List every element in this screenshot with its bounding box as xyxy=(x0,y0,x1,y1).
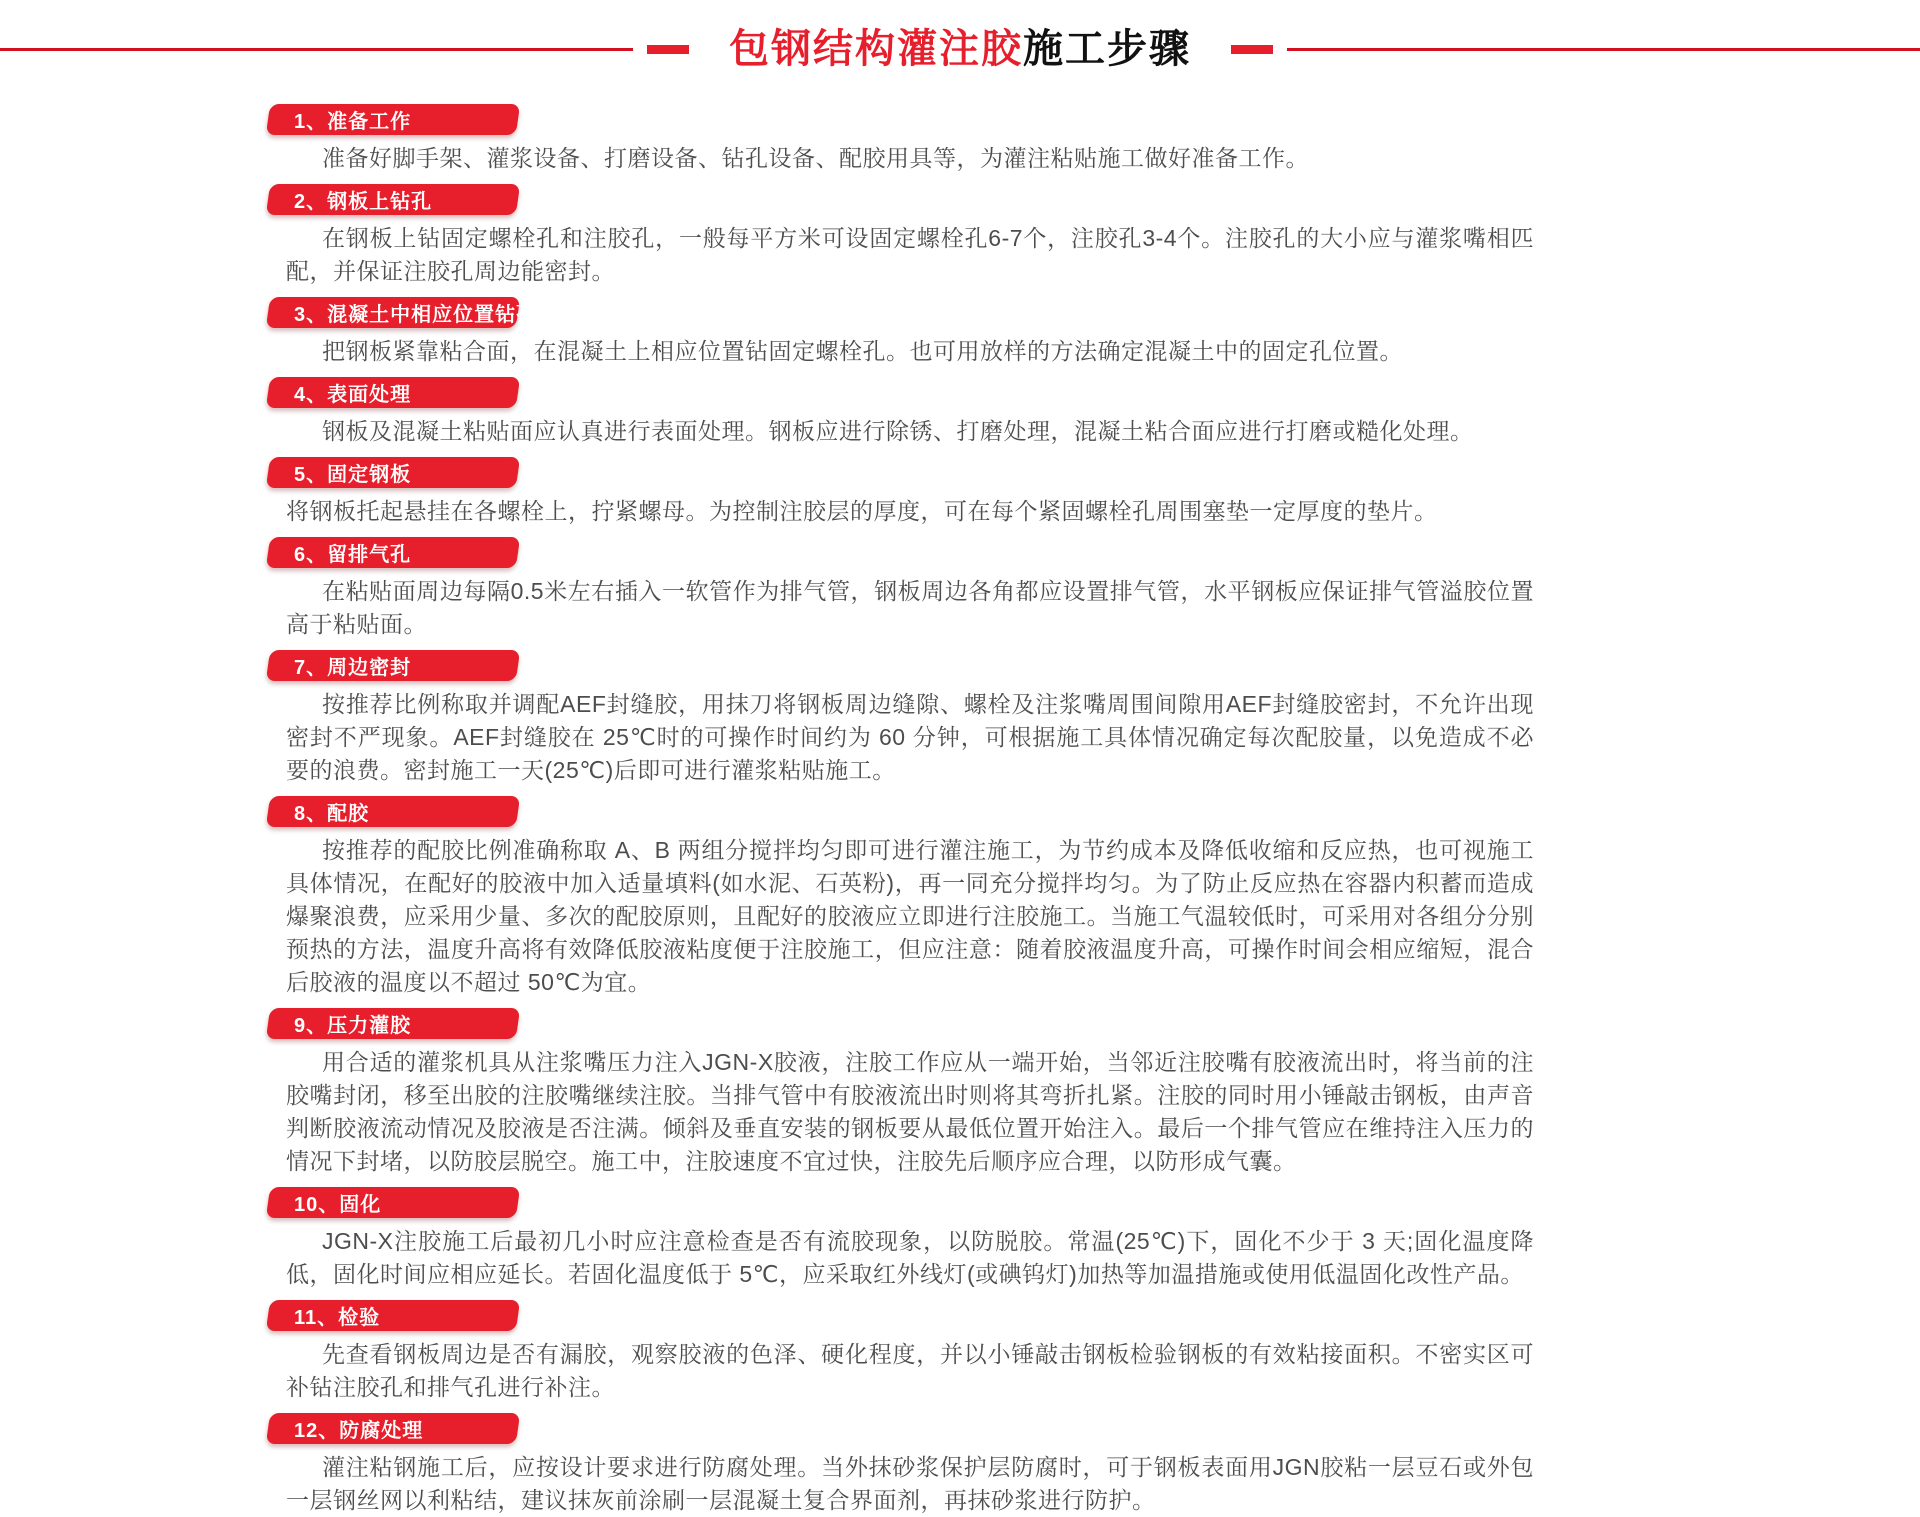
step-label: 11、检验 xyxy=(294,1307,381,1329)
step-section xyxy=(268,650,1536,787)
step-text: 先查看钢板周边是否有漏胶，观察胶液的色泽、硬化程度，并以小锤敲击钢板检验钢板的有效粘接面积。不密实区可补钻注胶孔和排气孔进行补注。 xyxy=(286,1341,1534,1400)
step-ribbon xyxy=(266,1008,520,1039)
steps-list xyxy=(268,104,1536,1517)
step-section xyxy=(268,796,1536,999)
step-ribbon xyxy=(266,184,520,215)
step-text: 将钢板托起悬挂在各螺栓上，拧紧螺母。为控制注胶层的厚度，可在每个紧固螺栓孔周围塞垫一定厚度的垫片。 xyxy=(286,498,1438,524)
step-section xyxy=(268,1300,1536,1404)
step-ribbon xyxy=(266,377,520,408)
step-label: 6、留排气孔 xyxy=(294,544,412,566)
page-title xyxy=(703,26,1217,72)
step-section xyxy=(268,457,1536,528)
header-dash-left-icon xyxy=(647,45,689,54)
step-ribbon xyxy=(266,457,520,488)
step-section xyxy=(268,537,1536,641)
header-dash-right-icon xyxy=(1231,45,1273,54)
header-line-left xyxy=(0,48,633,51)
step-label: 10、固化 xyxy=(294,1194,382,1216)
page-title-black: 施工步骤 xyxy=(1023,27,1191,71)
step-ribbon xyxy=(266,537,520,568)
step-text: 用合适的灌浆机具从注浆嘴压力注入JGN-X胶液，注胶工作应从一端开始，当邻近注胶嘴有胶液流出时，将当前的注胶嘴封闭，移至出胶的注胶嘴继续注胶。当排气管中有胶液流出时则将其弯折扎紧。注胶的同时用小锤敲击钢板，由声音判断胶液流动情况及胶液是否注满。倾斜及垂直安装的钢板要从最低位置开始注入。最后一个排气管应在维持注入压力的情况下封堵，以防胶层脱空。施工中，注胶速度不宜过快，注胶先后顺序应合理，以防形成气囊。 xyxy=(286,1049,1534,1174)
step-label: 5、固定钢板 xyxy=(294,464,412,486)
page-title-red: 包钢结构灌注胶 xyxy=(729,27,1023,71)
step-section xyxy=(268,104,1536,175)
step-text: 按推荐的配胶比例准确称取 A、B 两组分搅拌均匀即可进行灌注施工，为节约成本及降低收缩和反应热，也可视施工具体情况，在配好的胶液中加入适量填料(如水泥、石英粉)，再一同充分搅拌均匀。为了防止反应热在容器内积蓄而造成爆聚浪费，应采用少量、多次的配胶原则，且配好的胶液应立即进行注胶施工。当施工气温较低时，可采用对各组分分别预热的方法，温度升高将有效降低胶液粘度便于注胶施工，但应注意：随着胶液温度升高，可操作时间会相应缩短，混合后胶液的温度以不超过 50℃为宜。 xyxy=(286,837,1534,995)
poster-page xyxy=(0,26,1920,1513)
step-label: 2、钢板上钻孔 xyxy=(294,191,433,213)
step-label: 9、压力灌胶 xyxy=(294,1015,412,1037)
step-label: 12、防腐处理 xyxy=(294,1420,424,1442)
step-section xyxy=(268,1413,1536,1517)
step-ribbon xyxy=(266,796,520,827)
step-label: 1、准备工作 xyxy=(294,111,412,133)
step-label: 7、周边密封 xyxy=(294,657,412,679)
step-ribbon xyxy=(266,1300,520,1331)
step-label: 8、配胶 xyxy=(294,803,370,825)
page-header xyxy=(0,26,1920,72)
step-ribbon xyxy=(266,650,520,681)
step-text: 钢板及混凝土粘贴面应认真进行表面处理。钢板应进行除锈、打磨处理，混凝土粘合面应进行打磨或糙化处理。 xyxy=(322,418,1474,444)
step-text: 把钢板紧靠粘合面，在混凝土上相应位置钻固定螺栓孔。也可用放样的方法确定混凝土中的固定孔位置。 xyxy=(322,338,1403,364)
step-ribbon xyxy=(266,1187,520,1218)
step-text: 按推荐比例称取并调配AEF封缝胶，用抹刀将钢板周边缝隙、螺栓及注浆嘴周围间隙用AEF封缝胶密封，不允许出现密封不严现象。AEF封缝胶在 25℃时的可操作时间约为 60 分钟，可根据施工具体情况确定每次配胶量，以免造成不必要的浪费。密封施工一天(25℃)后即可进行灌浆粘贴施工。 xyxy=(286,691,1534,783)
step-ribbon xyxy=(266,297,538,328)
step-section xyxy=(268,297,1536,368)
step-section xyxy=(268,1187,1536,1291)
step-text: 准备好脚手架、灌浆设备、打磨设备、钻孔设备、配胶用具等，为灌注粘贴施工做好准备工作。 xyxy=(322,145,1309,171)
step-section xyxy=(268,1008,1536,1178)
step-text: 在粘贴面周边每隔0.5米左右插入一软管作为排气管，钢板周边各角都应设置排气管，水平钢板应保证排气管溢胶位置高于粘贴面。 xyxy=(286,578,1534,637)
step-section xyxy=(268,377,1536,448)
step-text: 灌注粘钢施工后，应按设计要求进行防腐处理。当外抹砂浆保护层防腐时，可于钢板表面用JGN胶粘一层豆石或外包一层钢丝网以利粘结，建议抹灰前涂刷一层混凝土复合界面剂，再抹砂浆进行防护。 xyxy=(286,1454,1534,1513)
step-section xyxy=(268,184,1536,288)
step-ribbon xyxy=(266,1413,520,1444)
step-label: 3、混凝土中相应位置钻孔 xyxy=(294,304,538,326)
step-text: 在钢板上钻固定螺栓孔和注胶孔，一般每平方米可设固定螺栓孔6-7个，注胶孔3-4个。注胶孔的大小应与灌浆嘴相匹配，并保证注胶孔周边能密封。 xyxy=(286,225,1534,284)
step-label: 4、表面处理 xyxy=(294,384,412,406)
header-line-right xyxy=(1287,48,1920,51)
step-text: JGN-X注胶施工后最初几小时应注意检查是否有流胶现象，以防脱胶。常温(25℃)下，固化不少于 3 天;固化温度降低，固化时间应相应延长。若固化温度低于 5℃，应采取红外线灯(或碘钨灯)加热等加温措施或使用低温固化改性产品。 xyxy=(286,1228,1534,1287)
step-ribbon xyxy=(266,104,520,135)
